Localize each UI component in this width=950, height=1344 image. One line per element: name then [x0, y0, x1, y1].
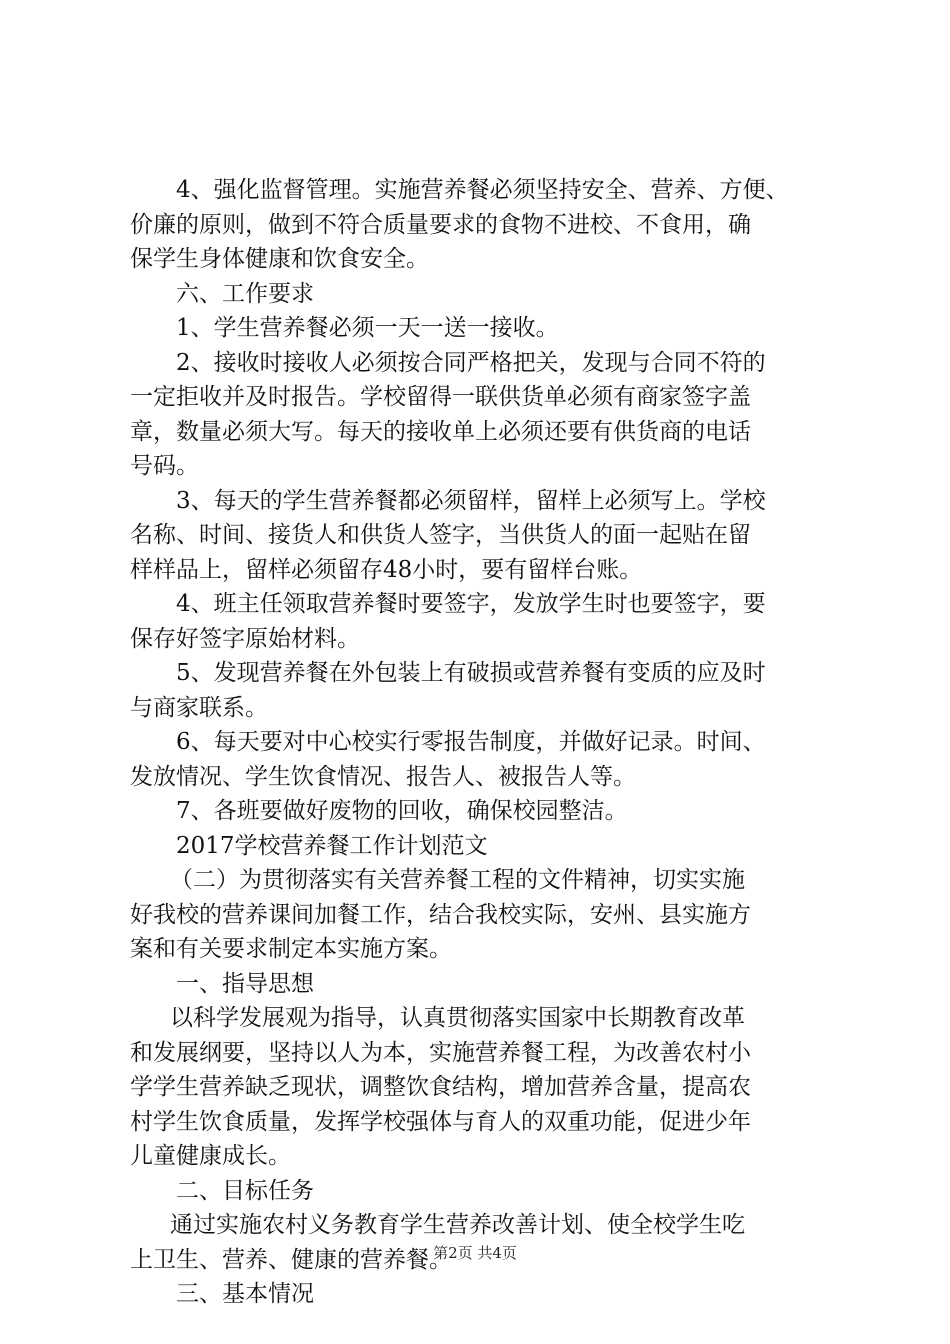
text-line: 号码。: [130, 453, 199, 479]
text-line: 儿童健康成长。: [130, 1143, 291, 1169]
text-line: 通过实施农村义务教育学生营养改善计划、使全校学生吃: [170, 1212, 745, 1238]
text-line: 发放情况、学生饮食情况、报告人、被报告人等。: [130, 763, 636, 790]
text-line: 一、指导思想: [176, 970, 314, 997]
text-line: 案和有关要求制定本实施方案。: [130, 936, 452, 962]
document-body: [130, 173, 830, 1312]
text-line: 名称、时间、接货人和供货人签字，当供货人的面一起贴在留: [130, 522, 751, 548]
text-line: 6、每天要对中心校实行零报告制度，并做好记录。时间、: [176, 729, 766, 755]
text-line: 以科学发展观为指导，认真贯彻落实国家中长期教育改革: [170, 1005, 745, 1031]
text-line: 5、发现营养餐在外包装上有破损或营养餐有变质的应及时: [176, 660, 766, 686]
text-line: （二）为贯彻落实有关营养餐工程的文件精神，切实实施: [170, 867, 745, 893]
text-line: 1、学生营养餐必须一天一送一接收。: [176, 315, 559, 341]
text-line: 六、工作要求: [176, 280, 314, 307]
text-line: 上卫生、营养、健康的营养餐。: [130, 1246, 452, 1273]
text-line: 保存好签字原始材料。: [130, 625, 360, 652]
text-line: 学学生营养缺乏现状，调整饮食结构，增加营养含量，提高农: [130, 1074, 751, 1100]
text-line: 价廉的原则，做到不符合质量要求的食物不进校、不食用，确: [130, 211, 751, 238]
text-line: 2、接收时接收人必须按合同严格把关，发现与合同不符的: [176, 349, 766, 376]
text-line: 4、强化监督管理。实施营养餐必须坚持安全、营养、方便、: [176, 177, 789, 203]
text-line: 章，数量必须大写。每天的接收单上必须还要有供货商的电话: [130, 418, 751, 445]
text-line: 与商家联系。: [130, 694, 268, 721]
text-line: 保学生身体健康和饮食安全。: [130, 246, 429, 272]
text-line: 二、目标任务: [176, 1177, 314, 1204]
text-line: 4、班主任领取营养餐时要签字，发放学生时也要签字，要: [176, 591, 766, 617]
text-line: 3、每天的学生营养餐都必须留样，留样上必须写上。学校: [176, 487, 766, 514]
text-line: 三、基本情况: [176, 1281, 314, 1307]
text-line: 好我校的营养课间加餐工作，结合我校实际，安州、县实施方: [130, 901, 751, 928]
page-number-footer: 第2页 共4页: [433, 1244, 517, 1262]
text-line: 样样品上，留样必须留存48小时，要有留样台账。: [130, 556, 643, 583]
text-line: 2017学校营养餐工作计划范文: [176, 832, 488, 859]
text-line: 7、各班要做好废物的回收，确保校园整洁。: [176, 798, 628, 824]
text-line: 一定拒收并及时报告。学校留得一联供货单必须有商家签字盖: [130, 384, 751, 410]
text-line: 和发展纲要，坚持以人为本，实施营养餐工程，为改善农村小: [130, 1039, 751, 1066]
text-line: 村学生饮食质量，发挥学校强体与育人的双重功能，促进少年: [130, 1108, 751, 1135]
